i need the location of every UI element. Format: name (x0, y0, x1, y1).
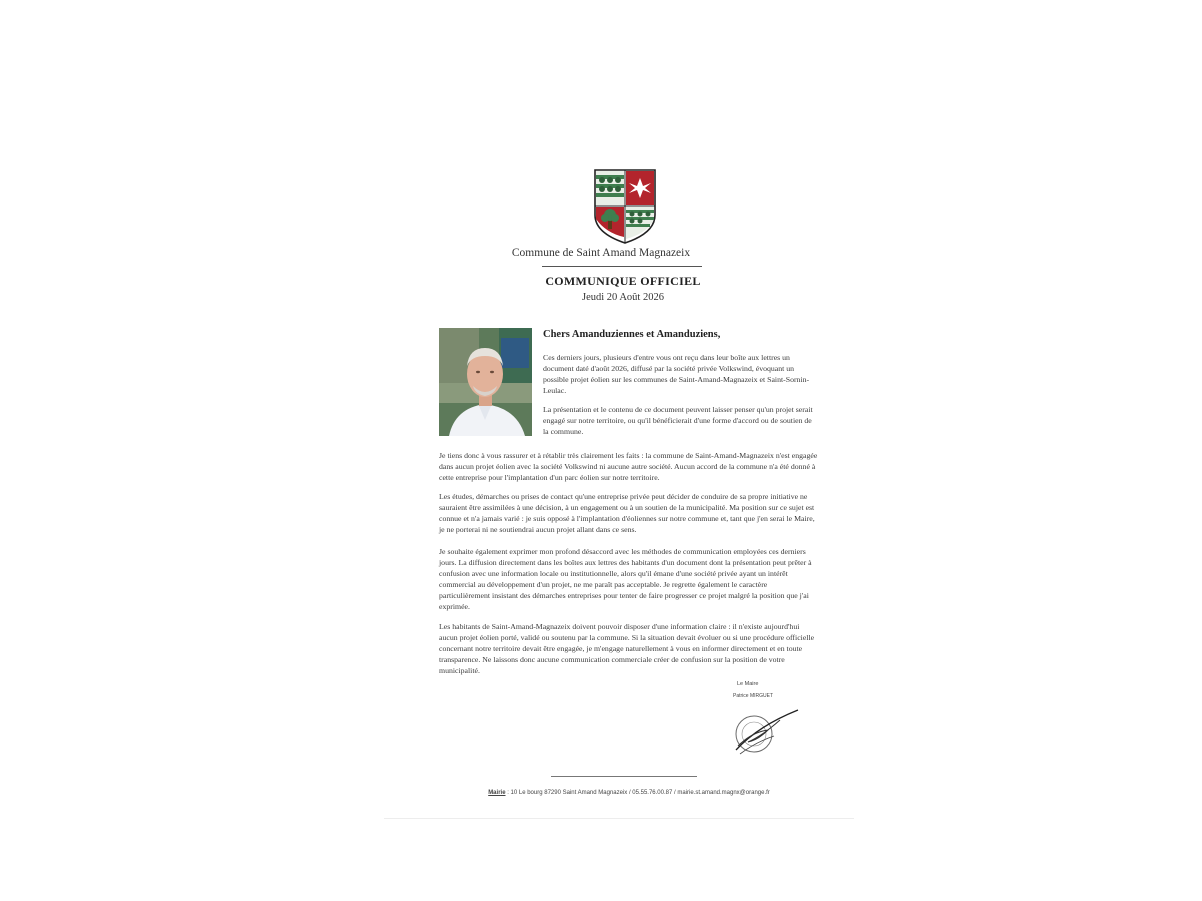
letter-paragraph: Les études, démarches ou prises de contact qu'une entreprise privée peut décider de conduire de sa propre initiative ne sauraient être assimilées à une décision, à un engagement ou à un soutien de la municipalité. Ma position sur ce sujet est connue et n'a jamais varié : je suis opposé à l'implantation d'éoliennes sur notre commune et, tant que j'en serai le Maire, je ne porterai ni ne soutiendrai aucun projet allant dans ce sens. (439, 492, 815, 534)
signature-name: Patrice MIRGUET (733, 693, 774, 699)
letter-paragraph: Je souhaite également exprimer mon profond désaccord avec les méthodes de communication employées ces derniers jours. La diffusion directement dans les boîtes aux lettres des habitants d'un document dont la présentation peut prêter à confusion avec une information locale ou institutionnelle, alors qu'il émane d'une société privée ayant un intérêt commercial au développement d'un projet, ne me paraît pas acceptable. Je regrette également le caractère particulièrement insistant des démarches entreprises pour tenter de faire progresser ce projet malgré la position que j'ai exprimée. (439, 547, 812, 611)
letter-greeting: Chers Amanduziennes et Amanduziens, (543, 329, 721, 340)
letter-paragraph: Je tiens donc à vous rassurer et à rétablir très clairement les faits : la commune de Saint-Amand-Magnazeix n'est engagée dans aucun projet éolien avec la société Volkswind ni aucune autre société. Aucun accord de la commune n'a été donné à cette entreprise pour l'implantation d'un parc éolien sur notre territoire. (439, 451, 818, 482)
header-divider (542, 266, 702, 267)
footer-label: Mairie (488, 790, 506, 796)
mayor-stamp-signature (728, 706, 800, 760)
page-bottom-edge (384, 818, 854, 819)
commune-name: Commune de Saint Amand Magnazeix (511, 247, 691, 259)
document-date: Jeudi 20 Août 2026 (582, 292, 664, 303)
footer-address: : 10 Le bourg 87290 Saint Amand Magnazeix / 05.55.76.00.87 / mairie.st.amand.magnx@orange.fr (505, 790, 770, 796)
footer-divider (551, 776, 697, 777)
letter-paragraph: Les habitants de Saint-Amand-Magnazeix doivent pouvoir disposer d'une information claire : il n'existe aujourd'hui aucun projet éolien porté, validé ou soutenu par la commune. Si la situation devait évoluer ou si une procédure officielle concernant notre territoire devait être engagée, je m'engage naturellement à vous en informer directement et en toute transparence. Ne laissons donc aucune communication commerciale créer de confusion sur la position de votre municipalité. (439, 622, 815, 675)
footer-contact (0, 790, 1202, 796)
coat-of-arms (592, 167, 658, 245)
signature-role: Le Maire (737, 681, 759, 687)
document-title: COMMUNIQUE OFFICIEL (545, 274, 701, 288)
letter-paragraph: Ces derniers jours, plusieurs d'entre vous ont reçu dans leur boîte aux lettres un document daté d'août 2026, diffusé par la société privée Volkswind, évoquant un possible projet éolien sur les communes de Saint-Amand-Magnazeix et Saint-Sornin-Leulac. (543, 353, 810, 395)
mayor-portrait-photo (439, 328, 532, 436)
letter-paragraph: La présentation et le contenu de ce document peuvent laisser penser qu'un projet serait engagé sur notre territoire, ou qu'il bénéficierait d'une forme d'accord ou de soutien de la commune. (543, 405, 813, 436)
